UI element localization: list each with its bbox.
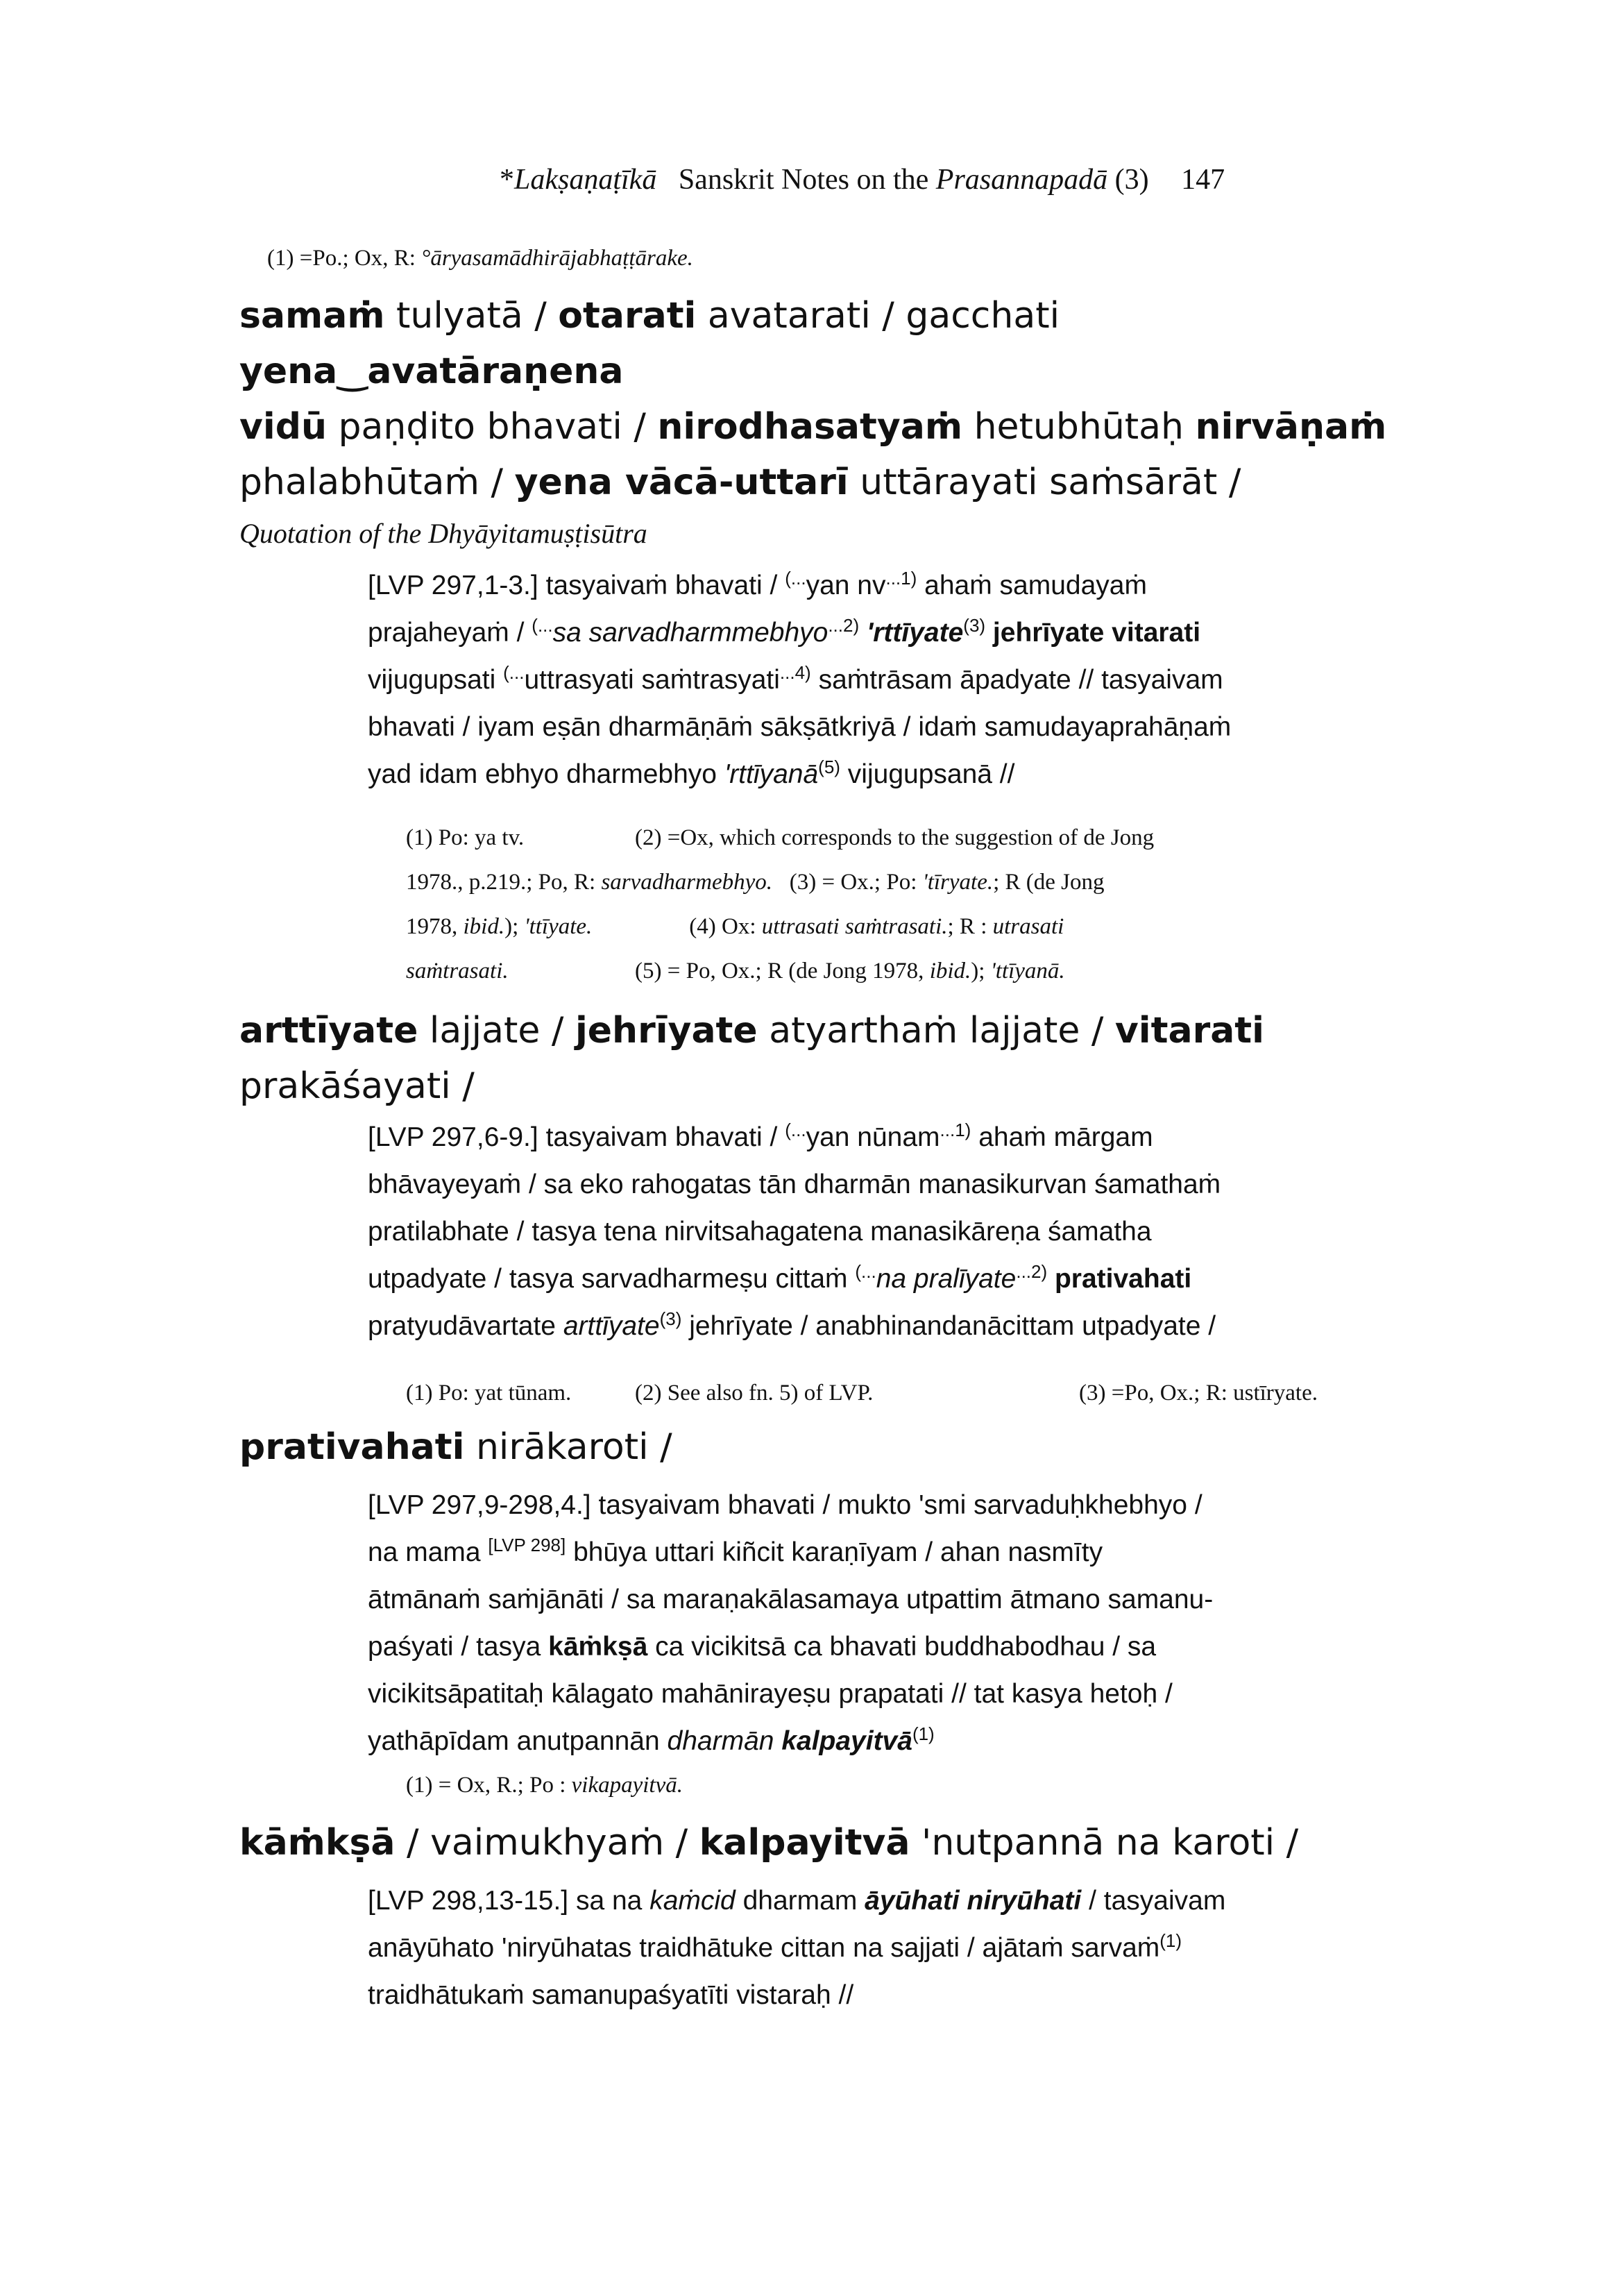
quotation-block-4	[368, 1877, 1409, 2019]
sup: (...	[855, 1261, 876, 1282]
pali-term: yena‿avatāraṇena	[239, 351, 624, 392]
text: saṁtrāsam āpadyate // tasyaivam	[818, 665, 1223, 695]
fn-row	[406, 904, 1405, 949]
text: bhūya uttari kiñcit karaṇīyam / ahan nasmīty	[573, 1537, 1103, 1567]
fn-3-rest: ; R (de Jong	[993, 870, 1105, 895]
fn-1: (1) Po: yat tūnam.	[406, 1381, 572, 1406]
pali-block-3	[239, 1419, 672, 1475]
sup: (3)	[963, 615, 986, 636]
q4-line-1	[368, 1877, 1409, 1925]
text: 'rttīyanā	[724, 759, 819, 789]
text: 'rttīyate	[866, 618, 964, 648]
text: yad idam ebhyo dharmebhyo	[368, 759, 717, 789]
pali-gloss: hetubhūtaḥ	[974, 406, 1184, 448]
text: vijugupsanā //	[847, 759, 1015, 789]
fn-2-cont: 1978., p.219.; Po, R:	[406, 870, 596, 895]
q2-line-4	[368, 1256, 1409, 1303]
text: [LVP 297,6-9.] tasyaivam bhavati /	[368, 1122, 778, 1152]
pali-term: arttīyate	[239, 1010, 418, 1052]
pali-block-4	[239, 1815, 1405, 1871]
pali-gloss: uttārayati saṁsārāt /	[860, 462, 1241, 503]
q4-line-2	[368, 1925, 1409, 1972]
pali-gloss: nirākaroti /	[475, 1426, 672, 1468]
top-footnote-lead: (1) =Po.; Ox, R:	[267, 246, 416, 271]
fn-3: (3) =Po, Ox.; R: ustīryate.	[1079, 1381, 1318, 1406]
pali-block-2	[239, 1003, 1405, 1114]
header-title: Sanskrit Notes on the	[678, 164, 929, 196]
fn-2: (2) =Ox, which corresponds to the suggestion of de Jong	[635, 825, 1155, 850]
q2-line-3: pratilabhate / tasya tena nirvitsahagatena manasikāreṇa śamatha	[368, 1217, 1152, 1247]
text: [LVP 297,1-3.] tasyaivaṁ bhavati /	[368, 571, 778, 600]
sup: ...2)	[1016, 1261, 1048, 1282]
text: vijugupsati	[368, 665, 496, 695]
header-marker: *	[500, 164, 514, 196]
fn-5-rest: );	[971, 959, 985, 984]
fn-3-rest: );	[504, 914, 519, 939]
pali-term: prativahati	[239, 1426, 465, 1468]
pali-gloss: phalabhūtaṁ /	[239, 462, 504, 503]
text: kaṁcid	[649, 1886, 736, 1916]
fn-5-it: ibid.	[929, 959, 971, 984]
quotation-block-3	[368, 1482, 1409, 1765]
page-number: 147	[1181, 164, 1225, 196]
fn-4: (4) Ox:	[689, 914, 756, 939]
text: / tasyaivam	[1089, 1886, 1226, 1916]
fn-5-it: 'ttīyanā.	[990, 959, 1065, 984]
fn-3: (3) = Ox.; Po:	[789, 870, 917, 895]
pali-gloss: 'nutpannā na karoti /	[921, 1822, 1299, 1864]
pali-term: otarati	[558, 295, 697, 337]
sup: ...1)	[940, 1120, 971, 1140]
text: uttrasyati saṁtrasyati	[524, 665, 780, 695]
sup: (5)	[818, 757, 840, 777]
text: jehrīyate vitarati	[992, 618, 1201, 648]
text: yathāpīdam anutpannān	[368, 1726, 660, 1756]
fn-row	[406, 949, 1405, 993]
text: kalpayitvā	[781, 1726, 912, 1756]
text: jehrīyate / anabhinandanācittam utpadyate /	[689, 1311, 1216, 1341]
top-footnote	[267, 236, 693, 280]
pali-gloss: paṇḍito bhavati /	[338, 406, 646, 448]
fn-3-cont: 1978,	[406, 914, 458, 939]
sup: (...	[785, 568, 806, 589]
q1-line-2	[368, 609, 1409, 657]
pali-1-line-1	[239, 288, 1405, 399]
fn-3-it: 'ttīyate.	[524, 914, 593, 939]
pali-gloss: tulyatā /	[396, 295, 547, 337]
q2-line-5	[368, 1303, 1409, 1350]
q2-line-1	[368, 1114, 1409, 1161]
fn-row	[406, 860, 1405, 904]
fn-1: (1) = Ox, R.; Po :	[406, 1773, 566, 1798]
sup: [LVP 298]	[488, 1535, 566, 1555]
sup: ...2)	[828, 615, 860, 636]
sup: ...4)	[779, 662, 811, 683]
text: na mama	[368, 1537, 481, 1567]
fn-4-it: uttrasati saṁtrasati.	[761, 914, 948, 939]
pali-term: kāṁkṣā	[239, 1822, 396, 1864]
fn-4-rest: ; R :	[947, 914, 987, 939]
text: yan nūnam	[806, 1122, 940, 1152]
q3-line-1: [LVP 297,9-298,4.] tasyaivam bhavati / mukto 'smi sarvaduḥkhebhyo /	[368, 1490, 1203, 1520]
pali-gloss: lajjate /	[429, 1010, 564, 1052]
running-header	[500, 163, 1225, 196]
text: prajaheyaṁ /	[368, 618, 525, 648]
q3-line-3: ātmānaṁ saṁjānāti / sa maraṇakālasamaya utpattim ātmano samanu-	[368, 1585, 1214, 1614]
q4-line-3: traidhātukaṁ samanupaśyatīti vistaraḥ //	[368, 1980, 854, 2010]
text: ca vicikitsā ca bhavati buddhabodhau / sa	[655, 1632, 1157, 1662]
pali-term: kalpayitvā	[699, 1822, 910, 1864]
text: yan nv	[806, 571, 886, 600]
pali-term: yena vācā-uttarī	[514, 462, 849, 503]
sup: (...	[785, 1120, 806, 1140]
pali-1-line-2	[239, 399, 1405, 455]
pali-2-line-2: prakāśayati /	[239, 1065, 475, 1107]
fn-3-it: 'tīryate.	[922, 870, 994, 895]
pali-term: nirodhasatyaṁ	[657, 406, 963, 448]
q3-line-5: vicikitsāpatitaḥ kālagato mahānirayeṣu prapatati // tat kasya hetoḥ /	[368, 1679, 1173, 1709]
pali-1-line-3	[239, 455, 1405, 510]
quotation-title: Quotation of the Dhyāyitamuṣṭisūtra	[239, 518, 647, 549]
fn-1-it: vikapayitvā.	[571, 1773, 683, 1798]
sup: (...	[532, 615, 553, 636]
pali-gloss: atyarthaṁ lajjate /	[769, 1010, 1104, 1052]
fn-row	[406, 816, 1405, 860]
pali-term: nirvāṇaṁ	[1195, 406, 1387, 448]
fn-3-it: ibid.	[463, 914, 505, 939]
text: arttīyate	[563, 1311, 660, 1341]
header-work: Prasannapadā	[935, 164, 1108, 196]
text: dharmam	[742, 1886, 858, 1916]
text: ahaṁ mārgam	[978, 1122, 1153, 1152]
q2-footnotes	[406, 1371, 1405, 1415]
text: sa sarvadharmmebhyo	[552, 618, 829, 648]
q1-line-5	[368, 751, 1409, 798]
text: utpadyate / tasya sarvadharmeṣu cittaṁ	[368, 1264, 848, 1294]
q2-line-2: bhāvayeyaṁ / sa eko rahogatas tān dharmān manasikurvan śamathaṁ	[368, 1170, 1221, 1199]
q3-line-2	[368, 1529, 1409, 1576]
q1-footnotes	[406, 816, 1405, 993]
fn-4-it: saṁtrasati.	[406, 959, 509, 984]
sup: (...	[503, 662, 525, 683]
text: kāṁkṣā	[548, 1632, 648, 1662]
pali-block-1	[239, 288, 1405, 510]
sup: (1)	[1159, 1930, 1182, 1951]
pali-gloss: avatarati / gacchati	[707, 295, 1060, 337]
fn-5: (5) = Po, Ox.; R (de Jong 1978,	[635, 959, 924, 984]
q1-line-3	[368, 657, 1409, 704]
quotation-block-1	[368, 562, 1409, 798]
fn-row	[406, 1371, 1405, 1415]
text: dharmān	[667, 1726, 774, 1756]
pali-term: samaṁ	[239, 295, 385, 337]
text: [LVP 298,13-15.] sa na	[368, 1886, 643, 1916]
q3-line-6	[368, 1718, 1409, 1765]
top-footnote-italic: °āryasamādhirājabhaṭṭārake.	[421, 246, 693, 271]
quotation-block-2	[368, 1114, 1409, 1350]
fn-4-it: utrasati	[992, 914, 1064, 939]
fn-2-it: sarvadharmebhyo.	[601, 870, 773, 895]
text: āyūhati niryūhati	[865, 1886, 1082, 1916]
text: anāyūhato 'niryūhatas traidhātuke cittan na sajjati / ajātaṁ sarvaṁ	[368, 1933, 1160, 1963]
q1-line-4: bhavati / iyam eṣān dharmāṇāṁ sākṣātkriyā / idaṁ samudayaprahāṇaṁ	[368, 712, 1232, 742]
fn-2: (2) See also fn. 5) of LVP.	[635, 1381, 874, 1406]
header-title-italic: Lakṣaṇaṭīkā	[514, 164, 657, 196]
q1-line-1	[368, 562, 1409, 609]
sup: (1)	[912, 1723, 935, 1744]
pali-2-line-1	[239, 1003, 1405, 1058]
q3-line-4	[368, 1623, 1409, 1671]
text: paśyati / tasya	[368, 1632, 541, 1662]
sup: ...1)	[885, 568, 917, 589]
q3-footnote	[406, 1763, 683, 1807]
text: ahaṁ samudayaṁ	[924, 571, 1147, 600]
text: pratyudāvartate	[368, 1311, 556, 1341]
pali-term: jehrīyate	[575, 1010, 758, 1052]
header-part: (3)	[1114, 164, 1149, 196]
pali-term: vitarati	[1114, 1010, 1264, 1052]
pali-gloss: / vaimukhyaṁ /	[407, 1822, 688, 1864]
fn-1: (1) Po: ya tv.	[406, 825, 525, 850]
pali-term: vidū	[239, 406, 327, 448]
sup: (3)	[659, 1308, 682, 1329]
text: na pralīyate	[876, 1264, 1017, 1294]
text: prativahati	[1054, 1264, 1192, 1294]
